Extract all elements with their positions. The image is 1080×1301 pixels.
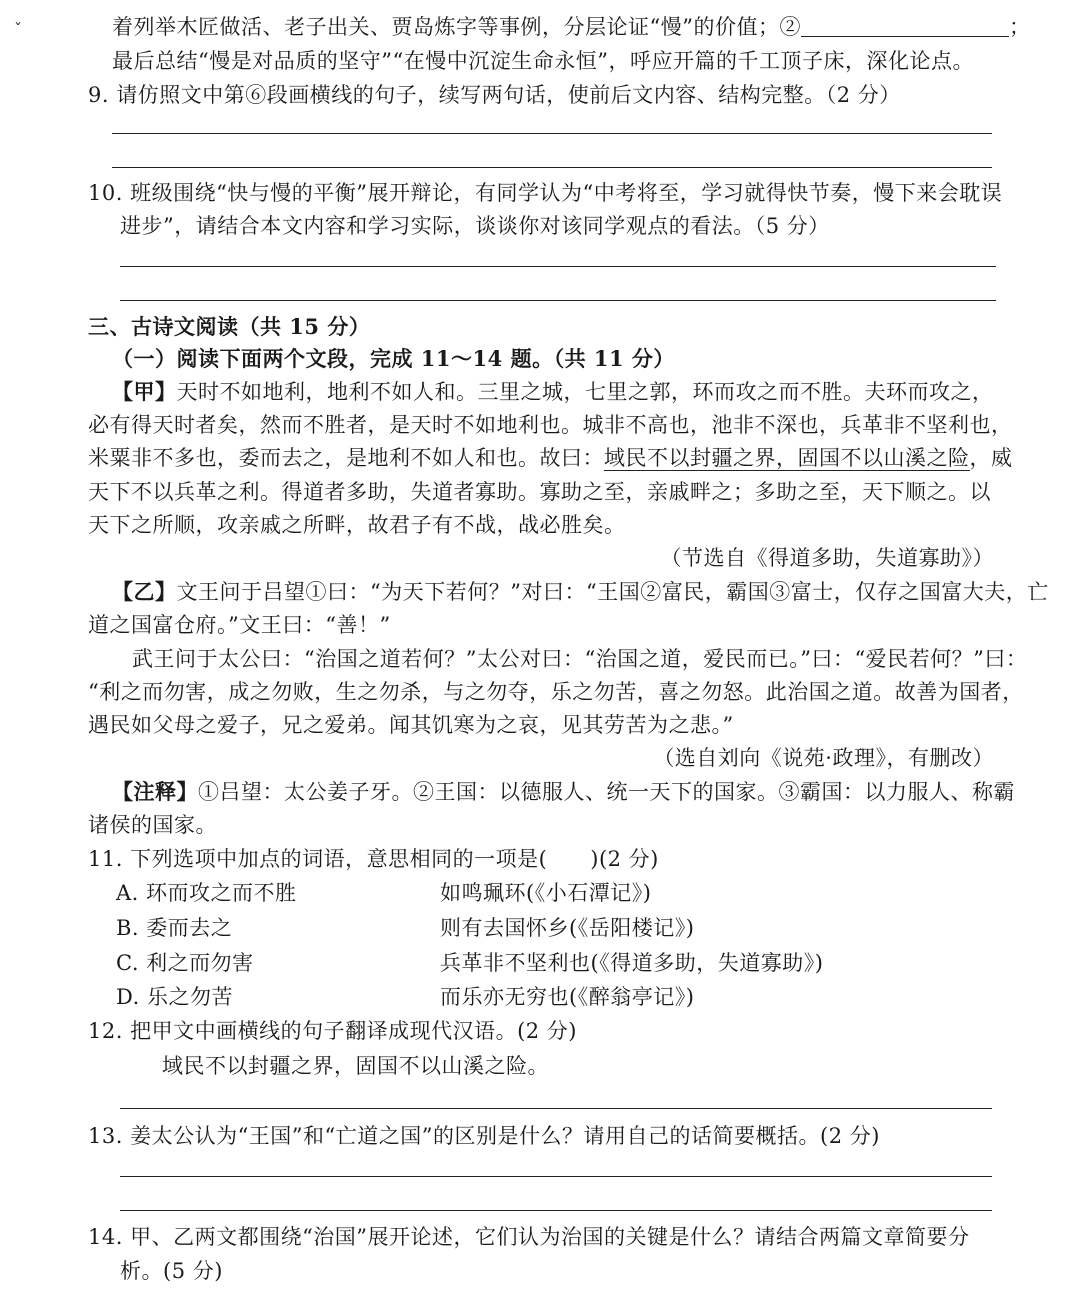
q11-option-a[interactable]: A. 环而攻之而不胜 (116, 881, 297, 905)
q11-option-b[interactable]: B. 委而去之 (116, 916, 233, 940)
yi-p2-line3: 遇民如父母之爱子，兄之爱弟。闻其饥寒为之哀，见其劳苦为之悲。” (88, 713, 734, 737)
q11-option-c-compare: 兵革非不坚利也(《得道多助，失道寡助》) (440, 951, 824, 975)
q13-answer-line-1[interactable] (120, 1176, 992, 1177)
q12-answer-line[interactable] (120, 1108, 992, 1109)
jia-line3: 米粟非不多也，委而去之，是地利不如人和也。故曰：域民不以封疆之界，固国不以山溪之险，威 (88, 446, 1013, 470)
q10-stem-line2: 进步”，请结合本文内容和学习实际，谈谈你对该同学观点的看法。（5 分） (120, 214, 830, 238)
q11-option-d-compare: 而乐亦无穷也(《醉翁亭记》) (440, 985, 695, 1009)
q13-stem: 13. 姜太公认为“王国”和“亡道之国”的区别是什么？请用自己的话简要概括。(2 分) (88, 1124, 880, 1148)
jia-source: （节选自《得道多助，失道寡助》） (660, 546, 994, 570)
q10-answer-line-2[interactable] (120, 300, 996, 301)
q11-option-a-compare: 如鸣珮环(《小石潭记》) (440, 881, 652, 905)
q8-text-line2: 最后总结“慢是对品质的坚守”“在慢中沉淀生命永恒”，呼应开篇的千工顶子床，深化论点。 (112, 49, 974, 73)
notes-line2: 诸侯的国家。 (88, 813, 217, 837)
jia-underlined-sentence: 域民不以封疆之界，固国不以山溪之险 (604, 446, 970, 470)
q10-stem-line1: 10. 班级围绕“快与慢的平衡”展开辩论，有同学认为“中考将至，学习就得快节奏，慢下来会耽误 (88, 181, 1003, 205)
yi-p1-line1: 【乙】文王问于吕望①曰：“为天下若何？”对曰：“王国②富民，霸国③富士，仅存之国富大夫，亡 (112, 579, 1049, 604)
notes-line1: 【注释】①吕望：太公姜子牙。②王国：以德服人、统一天下的国家。③霸国：以力服人、称霸 (112, 779, 1015, 804)
yi-p2-line2: “利之而勿害，成之勿败，生之勿杀，与之勿夺，乐之勿苦，喜之勿怒。此治国之道。故善为国者， (88, 680, 1024, 704)
corner-mark: ˇ (14, 20, 22, 39)
q11-stem: 11. 下列选项中加点的词语，意思相同的一项是( )(2 分) (88, 847, 659, 871)
jia-line2: 必有得天时者矣，然而不胜者，是天时不如地利也。城非不高也，池非不深也，兵革非不坚利也， (88, 413, 1013, 437)
yi-p2-line1: 武王问于太公曰：“治国之道若何？”太公对曰：“治国之道，爱民而已。”曰：“爱民若何？”曰： (132, 647, 1028, 671)
q11-option-d[interactable]: D. 乐之勿苦 (116, 985, 233, 1009)
yi-source: （选自刘向《说苑·政理》，有删改） (653, 746, 994, 770)
q8-answer-blank[interactable] (801, 16, 1009, 37)
section3-title: 三、古诗文阅读（共 15 分） (88, 314, 371, 339)
yi-p1-line2: 道之国富仓府。”文王曰：“善！” (88, 613, 391, 637)
q9-stem: 9. 请仿照文中第⑥段画横线的句子，续写两句话，使前后文内容、结构完整。（2 分） (88, 83, 901, 107)
q9-answer-line-1[interactable] (112, 133, 992, 134)
q14-stem-line2: 析。(5 分) (120, 1259, 223, 1283)
q9-answer-line-2[interactable] (112, 167, 992, 168)
q10-answer-line-1[interactable] (120, 266, 996, 267)
q12-sentence: 域民不以封疆之界，固国不以山溪之险。 (162, 1054, 549, 1078)
jia-line5: 天下之所顺，攻亲戚之所畔，故君子有不战，战必胜矣。 (88, 513, 626, 537)
q11-option-b-compare: 则有去国怀乡(《岳阳楼记》) (440, 916, 695, 940)
jia-line4: 天下不以兵革之利。得道者多助，失道者寡助。寡助之至，亲戚畔之；多助之至，天下顺之。以 (88, 480, 991, 504)
q14-stem-line1: 14. 甲、乙两文都围绕“治国”展开论述，它们认为治国的关键是什么？请结合两篇文章简要分 (88, 1225, 970, 1249)
q13-answer-line-2[interactable] (120, 1210, 992, 1211)
q8-text-line1: 着列举木匠做活、老子出关、贾岛炼字等事例，分层论证“慢”的价值；② ； (112, 15, 1031, 39)
section3-sub1: （一）阅读下面两个文段，完成 11～14 题。（共 11 分） (112, 346, 675, 371)
q11-option-c[interactable]: C. 利之而勿害 (116, 951, 254, 975)
q12-stem: 12. 把甲文中画横线的句子翻译成现代汉语。(2 分) (88, 1019, 577, 1043)
jia-line1: 【甲】天时不如地利，地利不如人和。三里之城，七里之郭，环而攻之而不胜。夫环而攻之， (112, 379, 994, 404)
